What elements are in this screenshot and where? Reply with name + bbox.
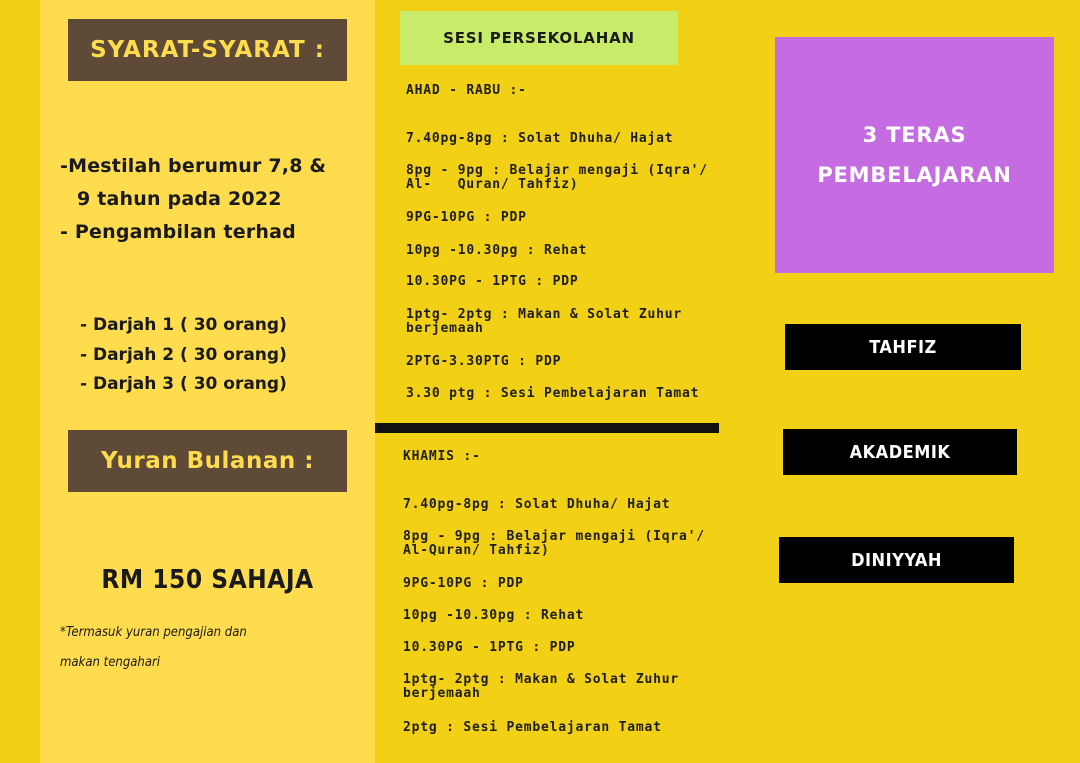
sesi-title: [400, 11, 678, 65]
yuran-note-line2: makan tengahari: [60, 655, 161, 670]
yuran-price: RM 150 SAHAJA: [101, 565, 314, 595]
requirement-year: 9 tahun pada 2022: [77, 188, 282, 210]
teras-akademik-label: AKADEMIK: [849, 441, 951, 463]
darjah-item: - Darjah 3 ( 30 orang): [80, 374, 287, 394]
schedule-line: 10.30PG - 1PTG : PDP: [403, 640, 576, 655]
yuran-note-line1: *Termasuk yuran pengajian dan: [60, 625, 247, 640]
schedule-line: 8pg - 9pg : Belajar mengaji (Iqra'/: [403, 529, 705, 544]
teras-tahfiz: [785, 324, 1021, 370]
schedule-line: 1ptg- 2ptg : Makan & Solat Zuhur: [403, 672, 680, 687]
schedule-line: 1ptg- 2ptg : Makan & Solat Zuhur: [406, 307, 683, 322]
ahad-rabu-heading: AHAD - RABU :-: [406, 83, 527, 98]
schedule-line: 9PG-10PG : PDP: [403, 576, 524, 591]
schedule-line: Al-Quran/ Tahfiz): [403, 543, 550, 558]
khamis-item-7: [403, 721, 662, 735]
khamis-heading: KHAMIS :-: [403, 449, 481, 464]
schedule-line: 7.40pg-8pg : Solat Dhuha/ Hajat: [406, 131, 674, 146]
ahad-rabu-item-4: [406, 244, 587, 258]
khamis-item-3: [403, 577, 524, 591]
darjah-item: - Darjah 1 ( 30 orang): [80, 315, 287, 335]
syarat-requirements: [60, 150, 370, 249]
schedule-line: 9PG-10PG : PDP: [406, 210, 527, 225]
darjah-list: [80, 311, 360, 400]
teras-akademik: [783, 429, 1017, 475]
khamis-item-5: [403, 641, 576, 655]
khamis-item-2: [403, 530, 705, 558]
schedule-divider: [375, 423, 719, 433]
schedule-line: Al- Quran/ Tahfiz): [406, 177, 579, 192]
teras-tahfiz-label: TAHFIZ: [869, 336, 937, 358]
ahad-rabu-item-3: [406, 211, 527, 225]
schedule-line: 2PTG-3.30PTG : PDP: [406, 354, 562, 369]
teras-line2: PEMBELAJARAN: [817, 163, 1012, 187]
ahad-rabu-item-5: [406, 275, 579, 289]
ahad-rabu-item-1: [406, 132, 673, 146]
schedule-line: 8pg - 9pg : Belajar mengaji (Iqra'/: [406, 163, 708, 178]
ahad-rabu-item-2: [406, 164, 708, 192]
schedule-line: 7.40pg-8pg : Solat Dhuha/ Hajat: [403, 497, 671, 512]
schedule-line: berjemaah: [406, 321, 484, 336]
schedule-line: 10pg -10.30pg : Rehat: [403, 608, 585, 623]
khamis-item-1: [403, 498, 670, 512]
yuran-heading: [68, 430, 347, 492]
schedule-line: 10.30PG - 1PTG : PDP: [406, 274, 579, 289]
teras-diniyyah-label: DINIYYAH: [851, 549, 942, 571]
ahad-rabu-item-8: [406, 387, 699, 401]
schedule-line: berjemaah: [403, 686, 481, 701]
teras-line1: 3 TERAS: [862, 123, 967, 147]
requirement-limited: - Pengambilan terhad: [60, 221, 296, 243]
ahad-rabu-item-7: [406, 355, 561, 369]
sesi-title-text: SESI PERSEKOLAHAN: [443, 29, 635, 47]
teras-box: [775, 37, 1054, 273]
syarat-heading: [68, 19, 347, 81]
syarat-heading-text: SYARAT-SYARAT :: [90, 37, 325, 63]
yuran-note: [60, 618, 370, 678]
khamis-item-4: [403, 609, 584, 623]
yuran-heading-text: Yuran Bulanan :: [101, 448, 314, 474]
schedule-line: 10pg -10.30pg : Rehat: [406, 243, 588, 258]
darjah-item: - Darjah 2 ( 30 orang): [80, 344, 287, 365]
schedule-line: 3.30 ptg : Sesi Pembelajaran Tamat: [406, 386, 700, 401]
khamis-item-6: [403, 673, 679, 701]
ahad-rabu-item-6: [406, 308, 682, 336]
requirement-age: -Mestilah berumur 7,8 &: [60, 155, 327, 177]
teras-diniyyah: [779, 537, 1014, 583]
schedule-line: 2ptg : Sesi Pembelajaran Tamat: [403, 720, 662, 735]
